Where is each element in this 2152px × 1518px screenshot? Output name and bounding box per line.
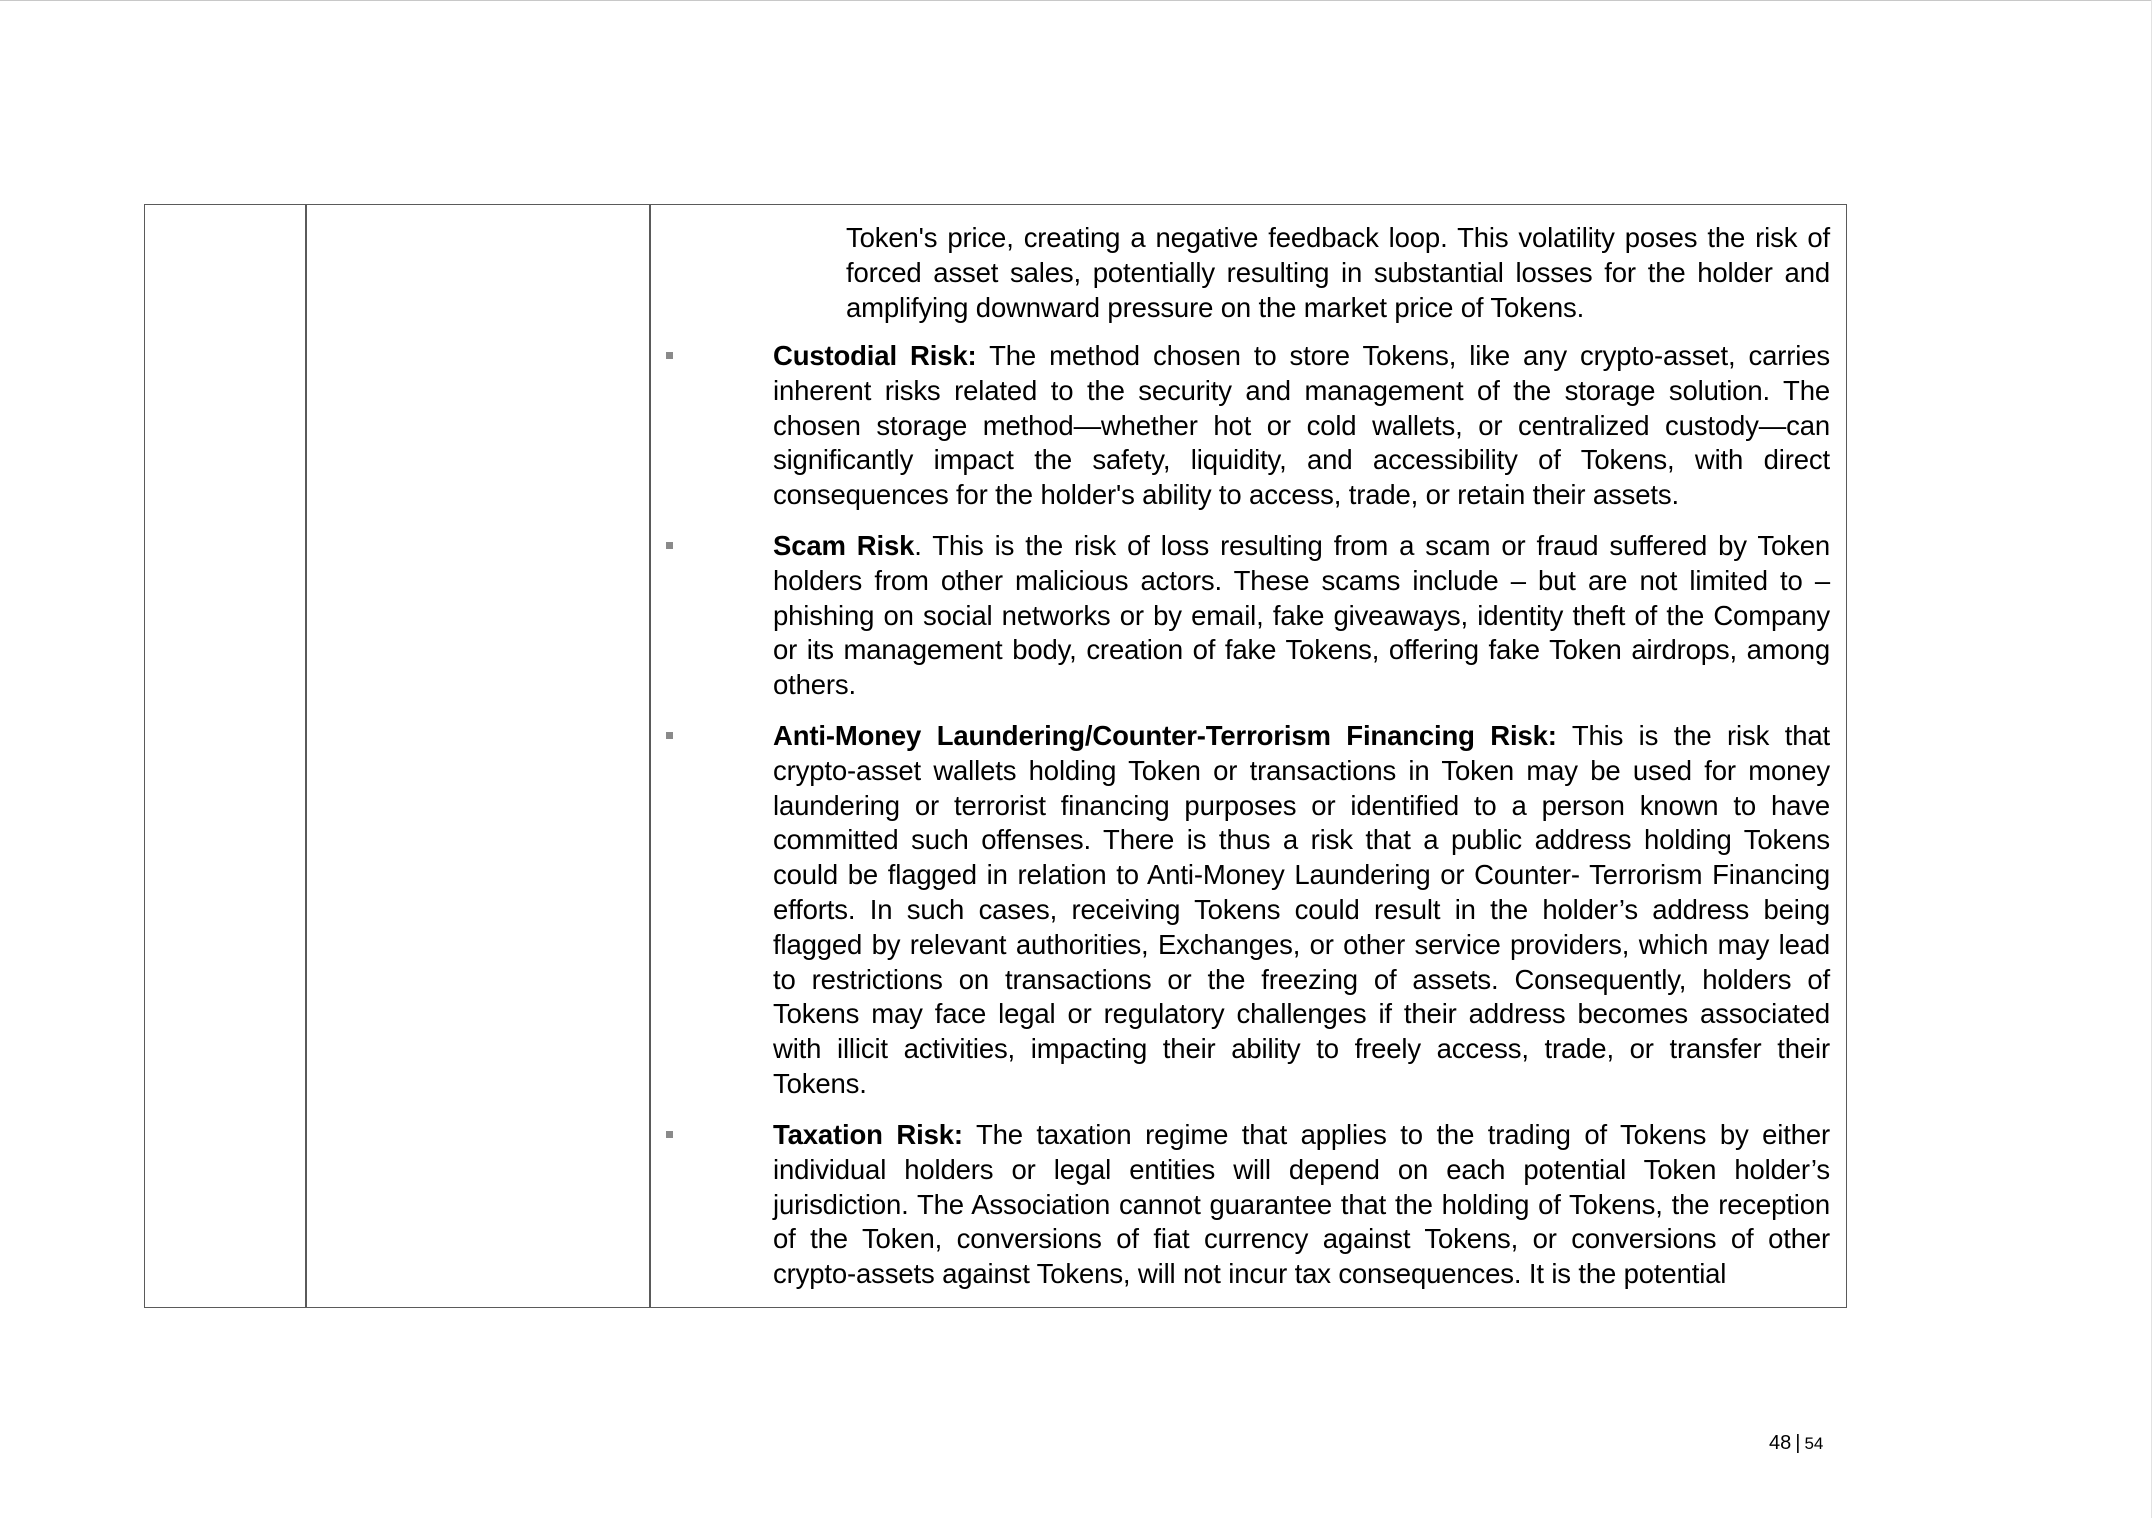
page-top-edge xyxy=(0,0,2152,1)
page-current: 48 xyxy=(1769,1432,1792,1454)
risk-title: Anti-Money Laundering/Counter-Terrorism Financing Risk: xyxy=(773,720,1557,751)
risk-item-taxation xyxy=(651,1118,1830,1292)
square-bullet-icon xyxy=(666,732,673,739)
risk-description-cell xyxy=(651,205,1846,1307)
page-total: 54 xyxy=(1804,1434,1824,1453)
risk-item-text xyxy=(773,1118,1830,1292)
risk-item-aml-ctf xyxy=(651,719,1830,1102)
square-bullet-icon xyxy=(666,352,673,359)
risk-item-scam xyxy=(651,529,1830,703)
risk-item-text xyxy=(773,339,1830,513)
risk-body: The method chosen to store Tokens, like any crypto-asset, carries inherent risks related to the security and management of the storage solution. The chosen storage method—whether hot or cold wallets, or centralized custody—can significantly impact the safety, liquidity, and accessibility of Tokens, with direct consequences for the holder's ability to access, trade, or retain their assets. xyxy=(773,340,1830,511)
page-number xyxy=(1769,1432,1823,1455)
risk-body: The taxation regime that applies to the trading of Tokens by either individual holders or legal entities will depend on each potential Token holder’s jurisdiction. The Association cannot guarantee that the holding of Tokens, the reception of the Token, conversions of fiat currency against Tokens, or conversions of other crypto-assets against Tokens, will not incur tax consequences. It is the potential xyxy=(773,1119,1831,1290)
table-column-divider xyxy=(305,205,307,1307)
risk-title: Custodial Risk: xyxy=(773,340,977,371)
continuation-paragraph: Token's price, creating a negative feedback loop. This volatility poses the risk of forced asset sales, potentially resulting in substantial losses for the holder and amplifying downward pressure on the market price of Tokens. xyxy=(846,222,1830,323)
square-bullet-icon xyxy=(666,542,673,549)
risk-title: Taxation Risk: xyxy=(773,1119,963,1150)
square-bullet-icon xyxy=(666,1131,673,1138)
page-separator: | xyxy=(1795,1432,1801,1454)
risk-table xyxy=(144,204,1847,1308)
risk-title: Scam Risk xyxy=(773,530,915,561)
risk-body: This is the risk that crypto-asset wallets holding Token or transactions in Token may be used for money laundering or terrorist financing purposes or identified to a person known to have committed such offenses. There is thus a risk that a public address holding Tokens could be flagged in relation to Anti-Money Laundering or Counter- Terrorism Financing efforts. In such cases, receiving Tokens could result in the holder’s address being flagged by relevant authorities, Exchanges, or other service providers, which may lead to restrictions on transactions or the freezing of assets. Consequently, holders of Tokens may face legal or regulatory challenges if their address becomes associated with illicit activities, impacting their ability to freely access, trade, or transfer their Tokens. xyxy=(773,720,1830,1099)
risk-item-text xyxy=(773,529,1830,703)
risk-item-text xyxy=(773,719,1830,1102)
risk-body: . This is the risk of loss resulting from a scam or fraud suffered by Token holders from other malicious actors. These scams include – but are not limited to – phishing on social networks or by email, fake giveaways, identity theft of the Company or its management body, creation of fake Tokens, offering fake Token airdrops, among others. xyxy=(773,530,1830,701)
risk-item-custodial xyxy=(651,339,1830,513)
